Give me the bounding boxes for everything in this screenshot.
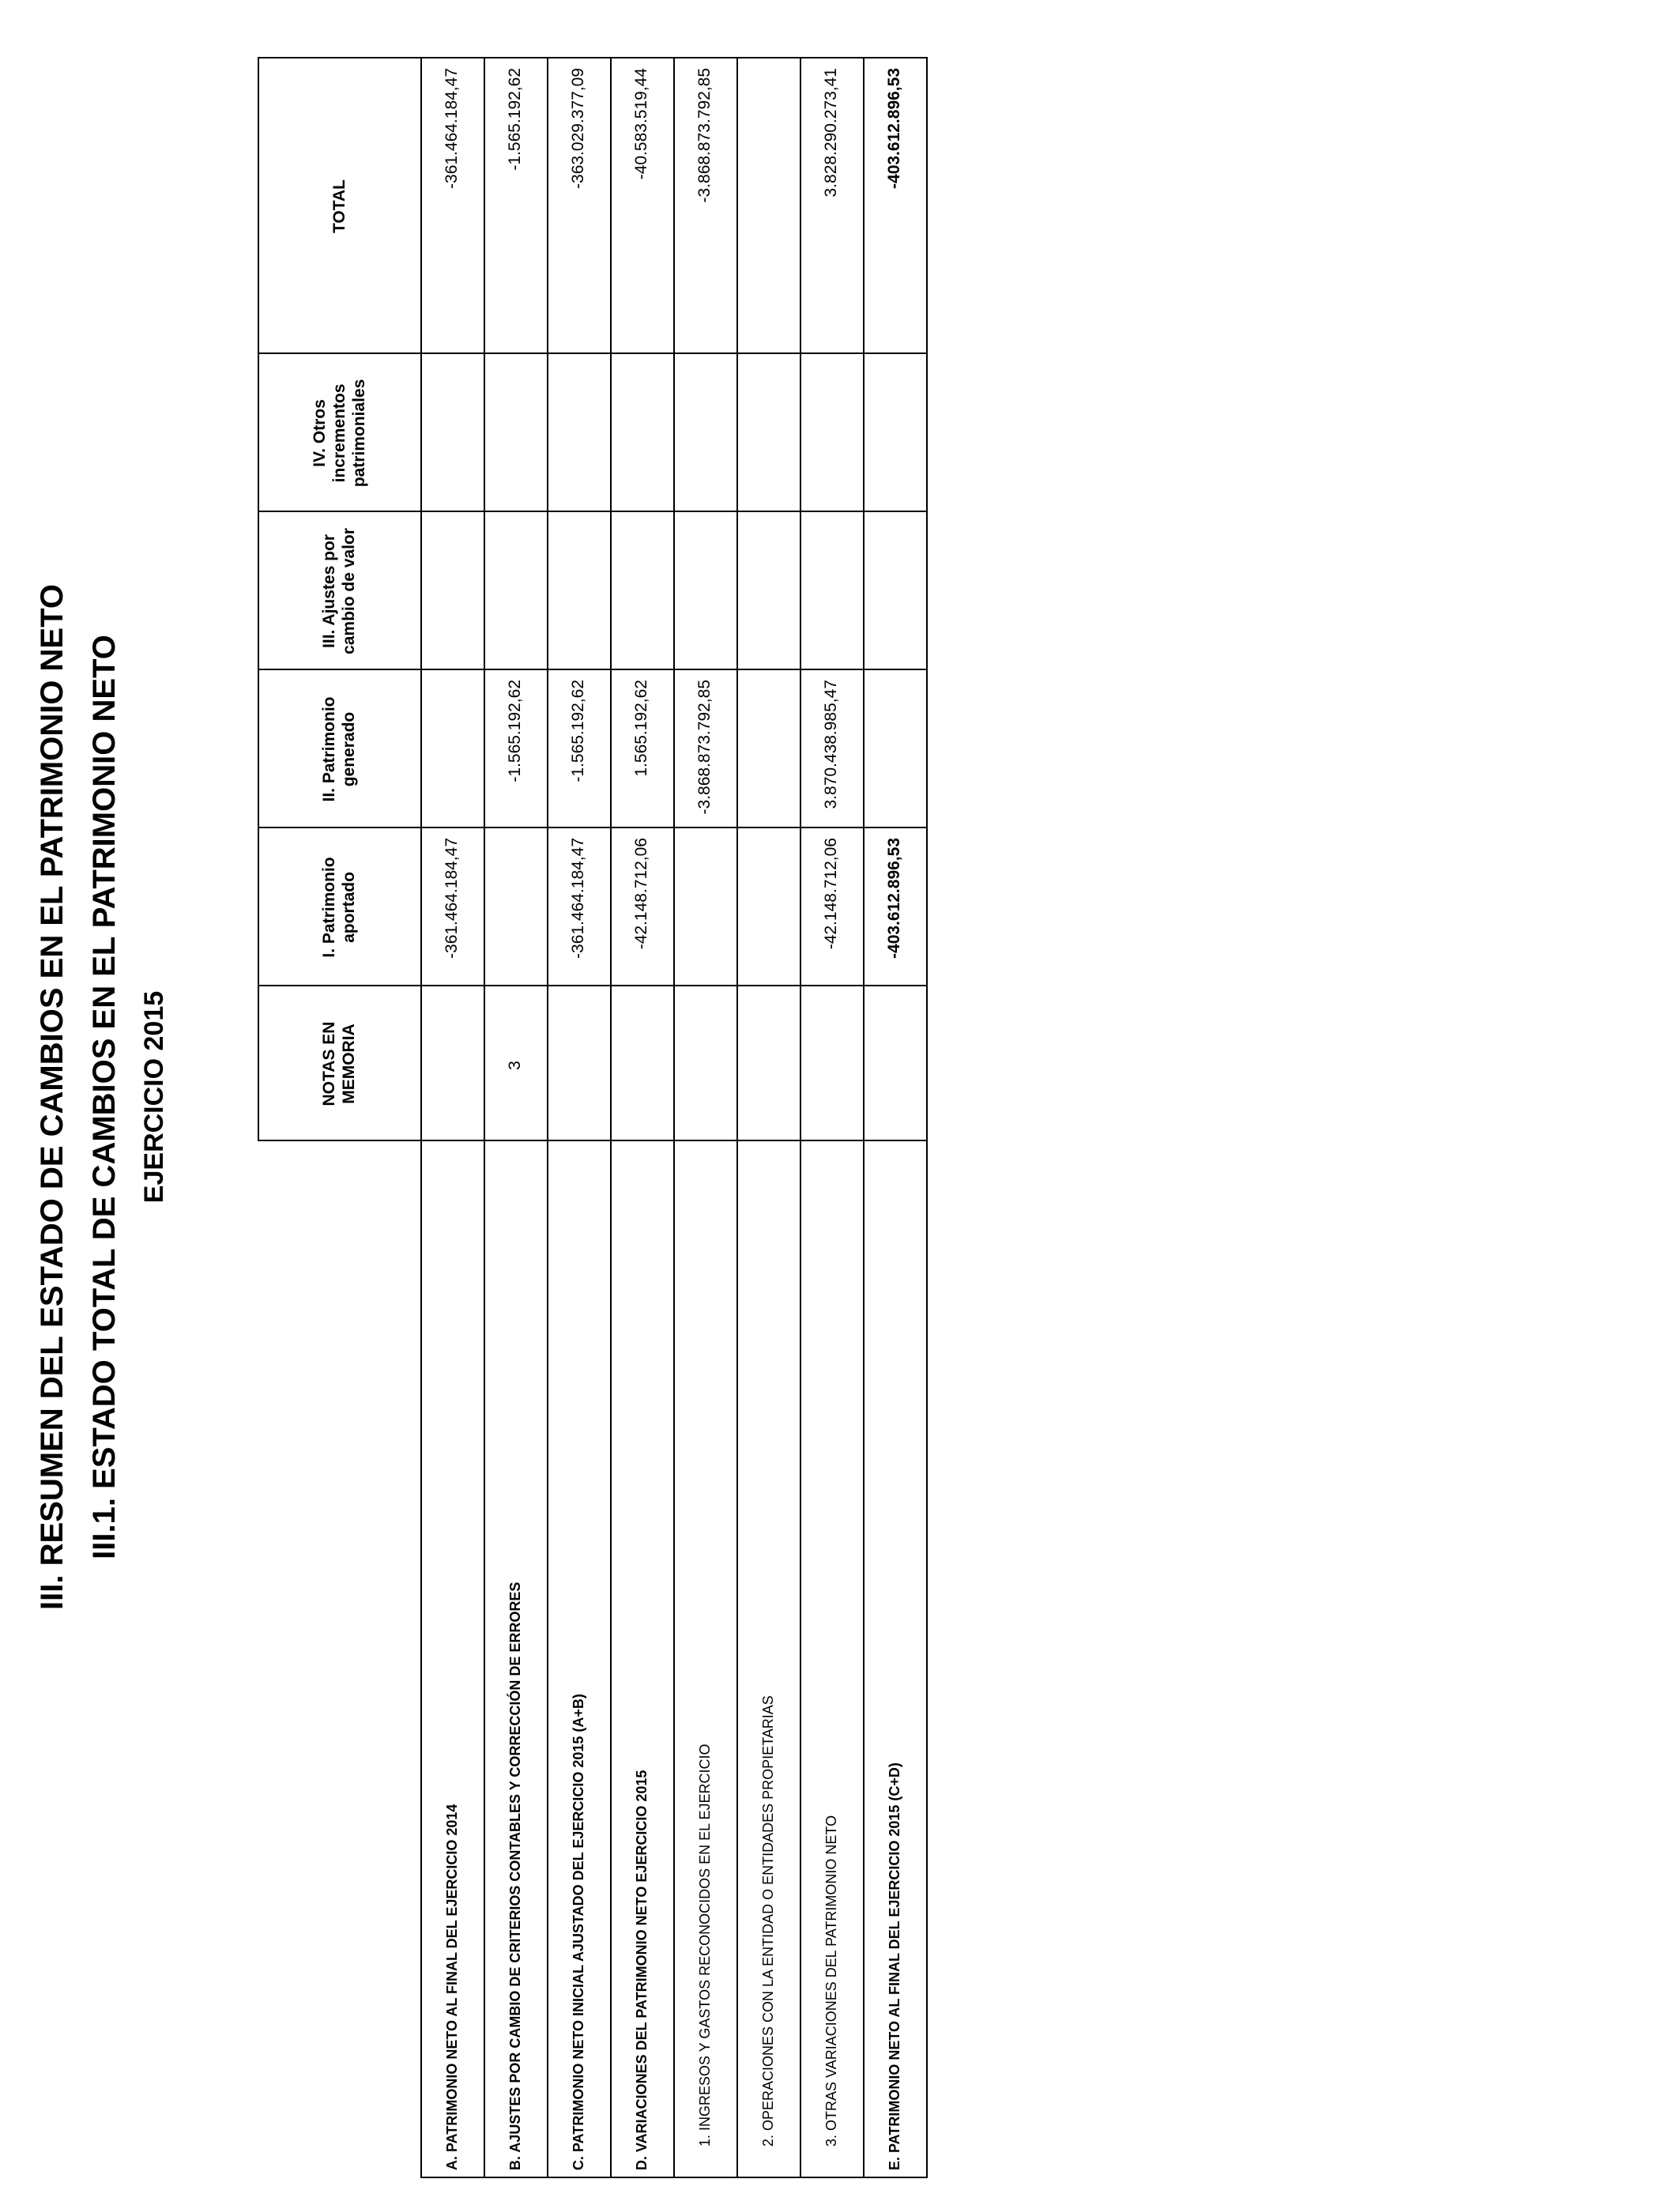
value-cell <box>863 522 926 664</box>
row-label: E. PATRIMONIO NETO AL FINAL DEL EJERCICIO 2015 (C+D) <box>886 1762 902 2170</box>
row-label: D. VARIACIONES DEL PATRIMONIO NETO EJERCICIO 2015 <box>633 1770 650 2170</box>
row-line <box>926 58 928 2178</box>
value-cell <box>484 522 547 664</box>
value-cell: -42.148.712,06 <box>632 838 650 950</box>
value-cell <box>673 838 736 980</box>
value-cell <box>420 680 484 822</box>
value-cell <box>673 364 736 506</box>
value-cell <box>863 364 926 506</box>
value-cell <box>420 522 484 664</box>
value-cell <box>610 522 673 664</box>
total-cell: -403.612.896,53 <box>885 68 903 189</box>
header-otros-incrementos: IV. Otros incrementos patrimoniales <box>310 379 368 488</box>
header-ajustes-valor: III. Ajustes por cambio de valor <box>320 528 358 654</box>
value-cell <box>800 364 863 506</box>
row-label: 1. INGRESOS Y GASTOS RECONOCIDOS EN EL EJERCICIO <box>696 1744 713 2147</box>
row-label: C. PATRIMONIO NETO INICIAL AJUSTADO DEL EJERCICIO 2015 (A+B) <box>570 1694 586 2170</box>
header-notes: NOTAS EN MEMORIA <box>320 1021 358 1106</box>
fiscal-year-title: EJERCICIO 2015 <box>139 990 169 1204</box>
value-cell <box>547 522 610 664</box>
row-label: 3. OTRAS VARIACIONES DEL PATRIMONIO NETO <box>823 1815 839 2147</box>
value-cell <box>484 838 547 980</box>
total-cell: -363.029.377,09 <box>569 68 587 189</box>
total-cell: 3.828.290.273,41 <box>822 68 840 198</box>
notes-cell <box>420 996 484 1135</box>
value-cell <box>736 838 800 980</box>
total-cell: -40.583.519,44 <box>632 68 650 180</box>
total-cell <box>736 68 800 348</box>
value-cell: -403.612.896,53 <box>885 838 903 959</box>
value-cell: -361.464.184,47 <box>569 838 587 959</box>
notes-cell <box>610 996 673 1135</box>
value-cell: -3.868.873.792,85 <box>695 680 714 815</box>
value-cell <box>547 364 610 506</box>
table-left-line <box>420 2177 928 2178</box>
value-cell: 1.565.192,62 <box>632 680 650 777</box>
header-patrimonio-generado: II. Patrimonio generado <box>320 696 358 802</box>
value-cell: -361.464.184,47 <box>443 838 461 959</box>
total-cell: -1.565.192,62 <box>506 68 524 171</box>
header-patrimonio-aportado: I. Patrimonio aportado <box>320 857 358 958</box>
value-cell <box>800 522 863 664</box>
value-cell: 3.870.438.985,47 <box>822 680 840 809</box>
notes-cell <box>547 996 610 1135</box>
notes-cell: 3 <box>506 1061 524 1070</box>
value-cell <box>736 680 800 822</box>
value-cell <box>736 522 800 664</box>
sub-title: III.1. ESTADO TOTAL DE CAMBIOS EN EL PATRIMONIO NETO <box>87 635 122 1559</box>
row-label: B. AJUSTES POR CAMBIO DE CRITERIOS CONTABLES Y CORRECCIÓN DE ERRORES <box>507 1581 523 2170</box>
value-cell: -42.148.712,06 <box>822 838 840 950</box>
header-total: TOTAL <box>330 179 348 234</box>
main-title: III. RESUMEN DEL ESTADO DE CAMBIOS EN EL PATRIMONIO NETO <box>35 584 70 1610</box>
value-cell <box>610 364 673 506</box>
notes-cell <box>736 996 800 1135</box>
notes-cell <box>673 996 736 1135</box>
value-cell <box>420 364 484 506</box>
value-cell <box>484 364 547 506</box>
value-cell <box>673 522 736 664</box>
value-cell: -1.565.192,62 <box>569 680 587 782</box>
row-label: 2. OPERACIONES CON LA ENTIDAD O ENTIDADES PROPIETARIAS <box>759 1695 776 2147</box>
notes-cell <box>863 996 926 1135</box>
total-cell: -361.464.184,47 <box>443 68 461 189</box>
value-cell <box>736 364 800 506</box>
value-cell <box>863 680 926 822</box>
total-cell: -3.868.873.792,85 <box>695 68 714 203</box>
row-label: A. PATRIMONIO NETO AL FINAL DEL EJERCICIO 2014 <box>443 1804 460 2170</box>
notes-cell <box>800 996 863 1135</box>
value-cell: -1.565.192,62 <box>506 680 524 782</box>
